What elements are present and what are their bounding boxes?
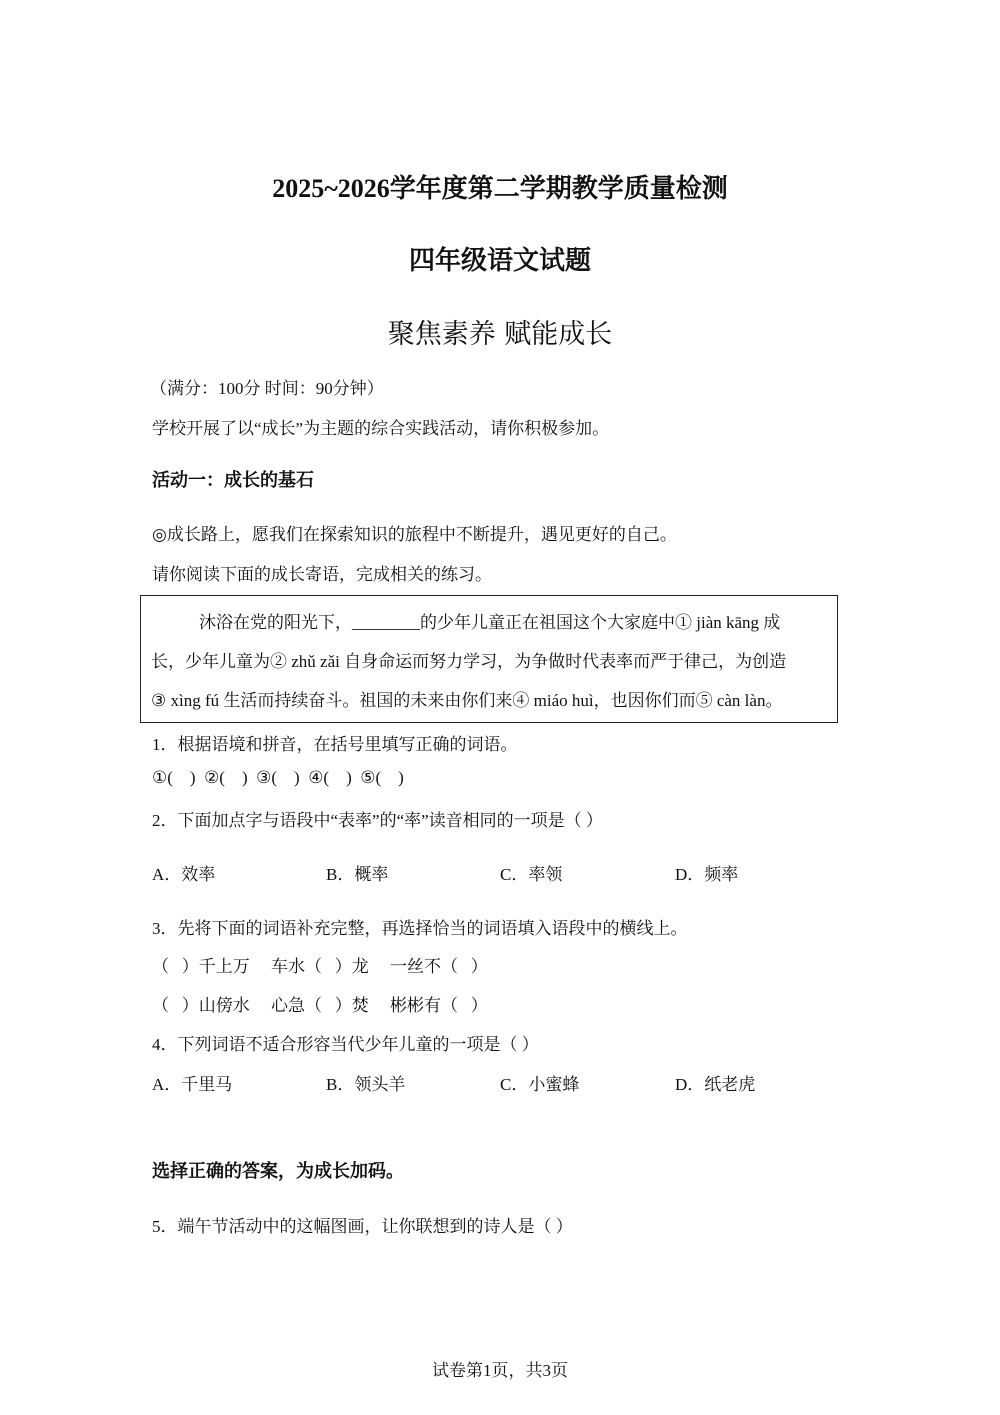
question-1: 1．根据语境和拼音，在括号里填写正确的词语。 bbox=[152, 735, 518, 754]
question-1-blanks: ①( ) ②( ) ③( ) ④( ) ⑤( ) bbox=[152, 768, 404, 787]
activity1-line1: ◎成长路上，愿我们在探索知识的旅程中不断提升，遇见更好的自己。 bbox=[152, 525, 677, 544]
passage-line-2: 长，少年儿童为② zhǔ zǎi 自身命运而努力学习，为争做时代表率而严于律己，为创造 bbox=[151, 652, 787, 671]
exam-theme: 聚焦素养 赋能成长 bbox=[387, 319, 613, 350]
question-2: 2．下面加点字与语段中“表率”的“率”读音相同的一项是（ ） bbox=[152, 811, 603, 830]
score-time-info: （满分：100分 时间：90分钟） bbox=[150, 379, 384, 398]
q2-option-a: A．效率 bbox=[152, 865, 216, 884]
q4-option-a: A．千里马 bbox=[152, 1075, 233, 1094]
intro-text: 学校开展了以“成长”为主题的综合实践活动，请你积极参加。 bbox=[152, 419, 610, 438]
question-5: 5．端午节活动中的这幅图画，让你联想到的诗人是（ ） bbox=[152, 1217, 573, 1236]
exam-subtitle: 四年级语文试题 bbox=[408, 246, 591, 275]
question-3-line-2: （ ）山傍水 心急（ ）焚 彬彬有（ ） bbox=[152, 996, 488, 1015]
question-4: 4．下列词语不适合形容当代少年儿童的一项是（ ） bbox=[152, 1035, 539, 1054]
q2-option-c: C．率领 bbox=[500, 865, 563, 884]
passage-line-3: ③ xìng fú 生活而持续奋斗。祖国的未来由你们来④ miáo huì，也因你们而⑤ càn làn。 bbox=[151, 691, 783, 710]
q4-option-c: C．小蜜蜂 bbox=[500, 1075, 580, 1094]
exam-title: 2025~2026学年度第二学期教学质量检测 bbox=[272, 174, 728, 203]
question-3-line-1: （ ）千上万 车水（ ）龙 一丝不（ ） bbox=[152, 957, 488, 976]
activity1-heading: 活动一：成长的基石 bbox=[152, 470, 314, 490]
q4-option-d: D．纸老虎 bbox=[675, 1075, 756, 1094]
q2-option-b: B．概率 bbox=[326, 865, 389, 884]
question-3: 3．先将下面的词语补充完整，再选择恰当的词语填入语段中的横线上。 bbox=[152, 919, 688, 938]
passage-line-1: 沐浴在党的阳光下，________的少年儿童正在祖国这个大家庭中① jiàn kāng 成 bbox=[199, 613, 781, 632]
section-heading: 选择正确的答案，为成长加码。 bbox=[152, 1161, 404, 1181]
passage-box bbox=[140, 595, 838, 723]
activity1-line2: 请你阅读下面的成长寄语，完成相关的练习。 bbox=[152, 565, 492, 584]
q4-option-b: B．领头羊 bbox=[326, 1075, 406, 1094]
page-footer: 试卷第1页，共3页 bbox=[432, 1361, 568, 1380]
q2-option-d: D．频率 bbox=[675, 865, 739, 884]
